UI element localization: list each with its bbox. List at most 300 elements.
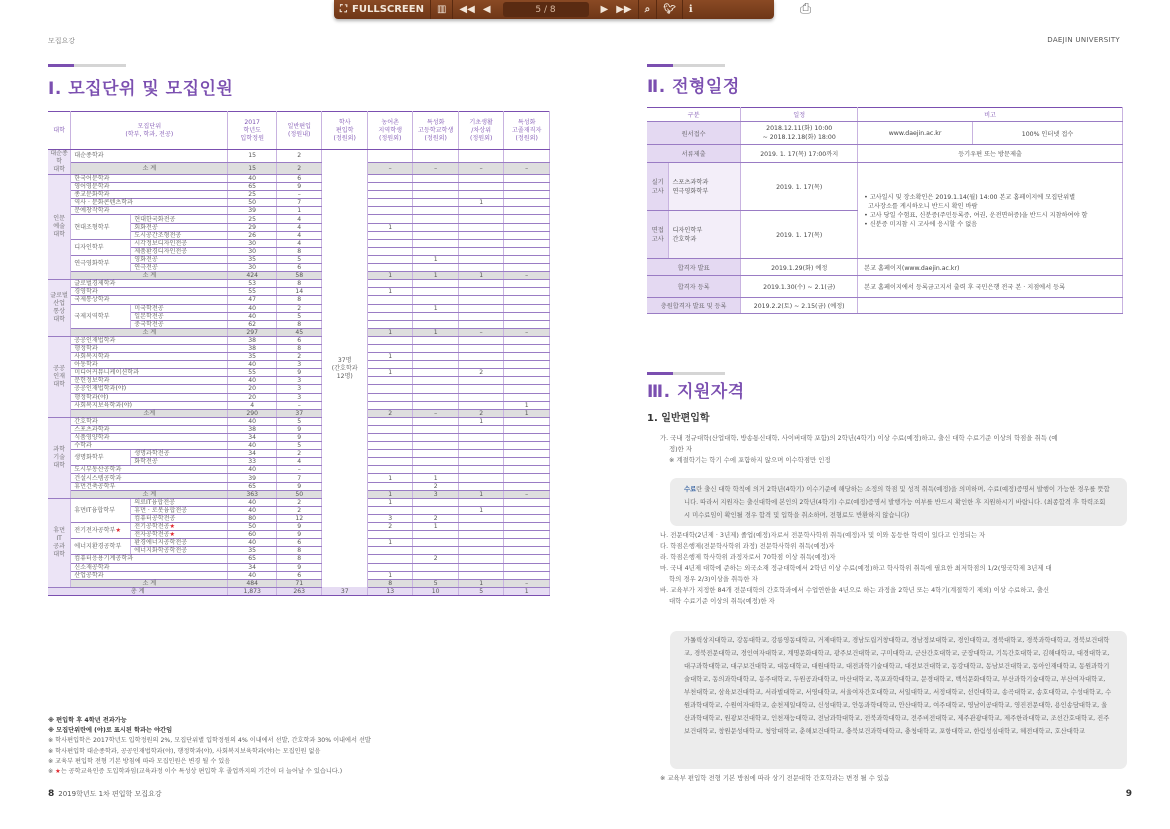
search-icon: ⌕ [644,4,651,15]
quota-c: 2 [458,409,503,417]
general-transfer: 6 [276,175,321,183]
quota-b: 1 [413,304,458,312]
quota-a [367,401,412,409]
quota-2017: 39 [228,207,277,215]
quota-a: 1 [367,571,412,579]
quota-d [504,183,550,191]
department: 컴퓨터응용기계공학과 [71,555,228,563]
quota-d: 1 [504,401,550,409]
general-transfer: 37 [276,409,321,417]
item-ga [660,433,1125,466]
table-row [48,401,550,409]
exam-note: • 신분증 미지참 시 고사에 응시할 수 없음 [864,220,978,228]
total-bachelor: 37 [322,587,367,595]
quota-d [504,353,550,361]
department: 행정학과(야) [71,393,228,401]
row-docs [647,145,1123,163]
subtotal-row [48,162,550,175]
quota-a [367,377,412,385]
quota-c: 1 [458,506,503,514]
quota-b [413,296,458,304]
section-bar [647,64,725,67]
quota-2017: 40 [228,361,277,369]
note [48,716,371,726]
quota-2017: 290 [228,409,277,417]
quota-b: 2 [413,482,458,490]
quota-b [413,344,458,352]
quota-d [504,434,550,442]
note: ※ 학사편입학은 2017학년도 입학정원의 2%, 모집단위별 입학정원의 4% 이내에서 선발, 간호학과 30% 이내에서 선발 [48,737,371,745]
general-transfer: 9 [276,183,321,191]
general-transfer: 3 [276,385,321,393]
major: 시각정보디자인전공 [131,239,228,247]
date: 2019. 1. 17(목) [741,163,858,211]
total-d: 1 [504,587,550,595]
table-row [48,417,550,425]
department: 건설시스템공학과 [71,474,228,482]
quota-2017: 40 [228,506,277,514]
star-icon: ★ [169,523,175,531]
quota-c: 1 [458,417,503,425]
quota-b [413,264,458,272]
running-head: DAEJIN UNIVERSITY [1047,36,1120,44]
running-head: 모집요강 [48,37,76,45]
total-q: 1,873 [228,587,277,595]
major: 화학전공 [131,458,228,466]
quota-c [458,215,503,223]
department: 역사 · 문화콘텐츠학과 [71,199,228,207]
section-bar [48,64,126,67]
table-row [48,442,550,450]
quota-b [413,312,458,320]
table-row [48,150,550,163]
quota-a [367,434,412,442]
quota-c [458,571,503,579]
quota-c [458,231,503,239]
quota-c [458,353,503,361]
general-transfer: 2 [276,353,321,361]
quota-a [367,255,412,263]
quota-d [504,514,550,522]
quota-c [458,458,503,466]
quota-2017: 47 [228,296,277,304]
date: 2019. 1. 17(목) 17:00까지 [741,145,858,163]
quota-a [367,344,412,352]
quota-b: 1 [413,523,458,531]
quota-c [458,539,503,547]
depts: 디자인학부 간호학과 [669,211,741,259]
major: 생명과학전공 [131,450,228,458]
quota-c [458,434,503,442]
quota-2017: 60 [228,531,277,539]
general-transfer: – [276,466,321,474]
item-text: 가. 국내 정규대학(산업대학, 방송통신대학, 사이버대학 포함)의 2학년(4학기) 이상 수료(예정)하고, 출신 대학 수료기준 이상의 학점을 취득 (예 [660,434,1058,442]
quota-d [504,312,550,320]
general-transfer: 6 [276,336,321,344]
quota-b [413,466,458,474]
major: 중국학전공 [131,320,228,328]
note: 본교 홈페이지(www.daejin.ac.kr) [858,259,1123,276]
general-transfer: 3 [276,361,321,369]
exam-notes [858,163,1123,259]
general-transfer: 4 [276,239,321,247]
quota-b [413,336,458,344]
table-row [48,199,550,207]
quota-b [413,442,458,450]
item-text: 라. 학점은행제 학사학위 과정자로서 70학점 이상 취득(예정)자 [660,553,836,561]
quota-2017: 30 [228,247,277,255]
quota-c [458,474,503,482]
quota-a [367,458,412,466]
general-transfer: 9 [276,482,321,490]
major: 일본학전공 [131,312,228,320]
table-row [48,344,550,352]
note: ※ 학사편입학 대순종학과, 공공인재법학과(야), 행정학과(야), 사회복지보육학과(야)는 모집인원 없음 [48,747,321,755]
general-transfer: 14 [276,288,321,296]
table-row [48,336,550,344]
column-header: 2017 학년도 입학정원 [228,112,277,150]
quota-a [367,231,412,239]
department: 휴먼건축공학부 [71,482,228,490]
quota-b [413,393,458,401]
header-remark: 비고 [858,108,1123,122]
quota-c [458,239,503,247]
general-transfer: 45 [276,328,321,336]
exam-note: • 고사일시 및 장소확인은 2019.1.14(월) 14:00 본교 홈페이지에 모집단위별 고사장소를 게시하오니 반드시 확인 바람 [864,193,1076,210]
table-row [48,377,550,385]
fullscreen-button[interactable]: ⛶ FULLSCREEN [334,0,431,19]
major: 미국학전공 [131,304,228,312]
item-list [660,530,1125,607]
quota-2017: 25 [228,215,277,223]
quota-d [504,377,550,385]
quota-d: – [504,272,550,280]
quota-c: 1 [458,490,503,498]
label: 합격자 등록 [647,276,741,298]
quota-b [413,531,458,539]
quota-c [458,150,503,163]
quota-b [413,563,458,571]
quota-b: 1 [413,272,458,280]
college-name: 인문 예술 대학 [48,175,71,280]
date: 2018.12.11(화) 10:00 ~ 2018.12.18(화) 18:00 [741,122,858,145]
subtotal-row [48,490,550,498]
quota-d [504,336,550,344]
quota-c: – [458,328,503,336]
general-transfer: 4 [276,231,321,239]
quota-b [413,401,458,409]
quota-d [504,539,550,547]
footer [48,789,162,799]
quota-a [367,482,412,490]
row-apply [647,122,1123,145]
star-icon: ★ [115,527,121,535]
quota-a [367,361,412,369]
quota-2017: 38 [228,344,277,352]
date: 2019.1.29(화) 예정 [741,259,858,276]
table-row [48,191,550,199]
final-note: ※ 교육부 편입학 전형 기본 방침에 따라 상기 전문대학 간호학과는 변경 될 수 있음 [660,774,890,782]
quota-2017: 38 [228,425,277,433]
quota-2017: 34 [228,434,277,442]
college-name: 공공 인재 대학 [48,336,71,417]
quota-b: 3 [413,490,458,498]
row-announce [647,259,1123,276]
general-transfer: 8 [276,555,321,563]
section-title: Ⅲ. 지원자격 [647,382,745,402]
quota-2017: 65 [228,555,277,563]
quota-d [504,175,550,183]
quota-a [367,531,412,539]
quota-d [504,571,550,579]
completion-box [670,478,1127,526]
general-transfer: 8 [276,547,321,555]
major: 도시공간조형전공 [131,231,228,239]
college-name: 대순종학 대학 [48,150,71,175]
quota-a [367,555,412,563]
section-title: Ⅱ. 전형일정 [647,77,740,97]
major: 현대한국화전공 [131,215,228,223]
quota-2017: 484 [228,579,277,587]
quota-c [458,563,503,571]
subtotal-label: 소계 [71,409,228,417]
table-row [48,255,550,263]
item-note: ※ 계절학기는 학기 수에 포함하지 않으며 이수학점만 인정 [669,456,831,464]
quota-b [413,450,458,458]
bachelor-transfer: 37명 (간호학과 12명) [322,150,367,588]
total-a: 13 [367,587,412,595]
major: 의료IT융합전공 [131,498,228,506]
quota-2017: 40 [228,442,277,450]
department: 문헌정보학과 [71,377,228,385]
department: 국제통상학과 [71,296,228,304]
total-c: 5 [458,587,503,595]
quota-c [458,514,503,522]
quota-b [413,434,458,442]
quota-d [504,150,550,163]
quota-2017: 30 [228,264,277,272]
quota-d [504,199,550,207]
section-bar [647,372,725,375]
quota-b [413,215,458,223]
quota-a [367,247,412,255]
quota-c [458,450,503,458]
total-row [48,587,550,595]
table-row [48,385,550,393]
quota-2017: 34 [228,450,277,458]
quota-2017: 4 [228,401,277,409]
quota-2017: 20 [228,393,277,401]
box-key: 수료 [684,486,697,493]
quota-a: 1 [367,328,412,336]
quota-2017: 40 [228,377,277,385]
note-text: ※ 모집단위란에 (야)로 표시된 학과는 야간임 [48,727,173,735]
table-row [48,361,550,369]
table-row [48,393,550,401]
item-text: 정)한 자 [669,445,693,453]
quota-a: – [367,162,412,175]
quota-a [367,417,412,425]
table-row [48,353,550,361]
total-b: 10 [413,587,458,595]
quota-b [413,239,458,247]
quota-c [458,547,503,555]
quota-c [458,466,503,474]
department: 사회복지보육학과(야) [71,401,228,409]
page-number: 9 [1125,789,1132,799]
page-indicator[interactable]: 5 / 8 [503,2,589,17]
column-header: 모집단위 (학부, 학과, 전공) [71,112,228,150]
note: ※ ★는 공학교육인증 도입학과임(교육과정 이수 특성상 편입학 후 졸업까지의 기간이 더 늘어날 수 있습니다.) [48,768,343,776]
quota-b [413,377,458,385]
quota-a [367,191,412,199]
quota-d [504,393,550,401]
column-header: 기초생활 /차상위 (정원외) [458,112,503,150]
print-icon: ⎙ [800,1,812,17]
department: 공공인재법학과(야) [71,385,228,393]
quota-d [504,450,550,458]
quota-2017: 40 [228,312,277,320]
quota-a: 8 [367,579,412,587]
quota-a: 1 [367,490,412,498]
quota-c [458,361,503,369]
quota-b [413,353,458,361]
general-transfer: 1 [276,207,321,215]
quota-d [504,425,550,433]
department: 신소재공학과 [71,563,228,571]
quota-a: 2 [367,523,412,531]
quota-b: 1 [413,474,458,482]
quota-c [458,442,503,450]
table-row [48,296,550,304]
department: 글로벌경제학과 [71,280,228,288]
footer-text: 2019학년도 1차 편입학 모집요강 [58,790,162,798]
quota-b [413,571,458,579]
college-name: 과학 기술 대학 [48,417,71,498]
quota-d [504,239,550,247]
table-row [48,498,550,506]
quota-a [367,280,412,288]
quota-a [367,199,412,207]
date: 2019.2.2(토) ~ 2.15(금) (예정) [741,298,858,314]
department: 전기전자공학부★ [71,523,131,539]
table-row [48,523,550,531]
table-row [48,482,550,490]
subtotal-label: 소 계 [71,490,228,498]
department: 영어영문학과 [71,183,228,191]
quota-c [458,531,503,539]
quota-d [504,506,550,514]
quota-b [413,175,458,183]
quota-2017: 39 [228,474,277,482]
quota-b [413,199,458,207]
quota-d [504,417,550,425]
quota-a [367,320,412,328]
quota-a: 3 [367,514,412,522]
general-transfer: 9 [276,563,321,571]
quota-c: 2 [458,369,503,377]
general-transfer: 2 [276,506,321,514]
general-transfer: 7 [276,199,321,207]
quota-c [458,207,503,215]
general-transfer: 4 [276,223,321,231]
quota-d [504,223,550,231]
last-page-icon: ▶▶ [616,4,632,15]
table-row [48,563,550,571]
quota-a [367,442,412,450]
note: 100% 인터넷 접수 [973,122,1123,145]
department: 아동학과 [71,361,228,369]
table-row [48,369,550,377]
general-transfer: 6 [276,264,321,272]
quota-a [367,296,412,304]
department: 스포츠과학과 [71,425,228,433]
table-row [48,183,550,191]
major: 에너지화학공학전공 [131,547,228,555]
department: 대순종학과 [71,150,228,163]
row-register [647,276,1123,298]
quota-a: 1 [367,539,412,547]
info-icon: ℹ [688,4,693,15]
quota-b [413,385,458,393]
quota-d [504,344,550,352]
department: 행정학과 [71,344,228,352]
quota-2017: 15 [228,162,277,175]
quota-b [413,231,458,239]
note: 본교 홈페이지에서 등록금고지서 출력 후 국민은행 전국 본 · 지점에서 등록 [858,276,1123,298]
row-extra [647,298,1123,314]
quota-b [413,183,458,191]
book-icon: ▥ [436,4,447,15]
quota-b [413,506,458,514]
section-title: Ⅰ. 모집단위 및 모집인원 [48,79,234,99]
quota-b: 2 [413,555,458,563]
apply-link[interactable]: www.daejin.ac.kr [858,122,973,145]
quota-c [458,393,503,401]
department: 수학과 [71,442,228,450]
quota-d [504,555,550,563]
quota-d: – [504,579,550,587]
quota-d [504,523,550,531]
general-transfer: 58 [276,272,321,280]
quota-c [458,191,503,199]
department: 도시부동산공학과 [71,466,228,474]
department: 산업공학과 [71,571,228,579]
quota-b [413,361,458,369]
general-transfer: 2 [276,450,321,458]
subtotal-row [48,328,550,336]
quota-a [367,466,412,474]
department: 경영학과 [71,288,228,296]
general-transfer: 50 [276,490,321,498]
quota-c [458,377,503,385]
quota-a: 2 [367,409,412,417]
quota-2017: 35 [228,255,277,263]
department: 국제지역학부 [71,304,131,328]
quota-2017: 40 [228,571,277,579]
quota-c: 1 [458,199,503,207]
table-row [48,207,550,215]
exam-note: • 고사 당일 수험표, 신분증(주민등록증, 여권, 운전면허증)을 반드시 지참하여야 함 [864,211,1088,219]
quota-d [504,280,550,288]
quota-a [367,239,412,247]
quota-d [504,498,550,506]
quota-a: 1 [367,474,412,482]
quota-a [367,336,412,344]
quota-d [504,288,550,296]
subtotal-label: 소 계 [71,328,228,336]
total-label: 총 계 [48,587,228,595]
